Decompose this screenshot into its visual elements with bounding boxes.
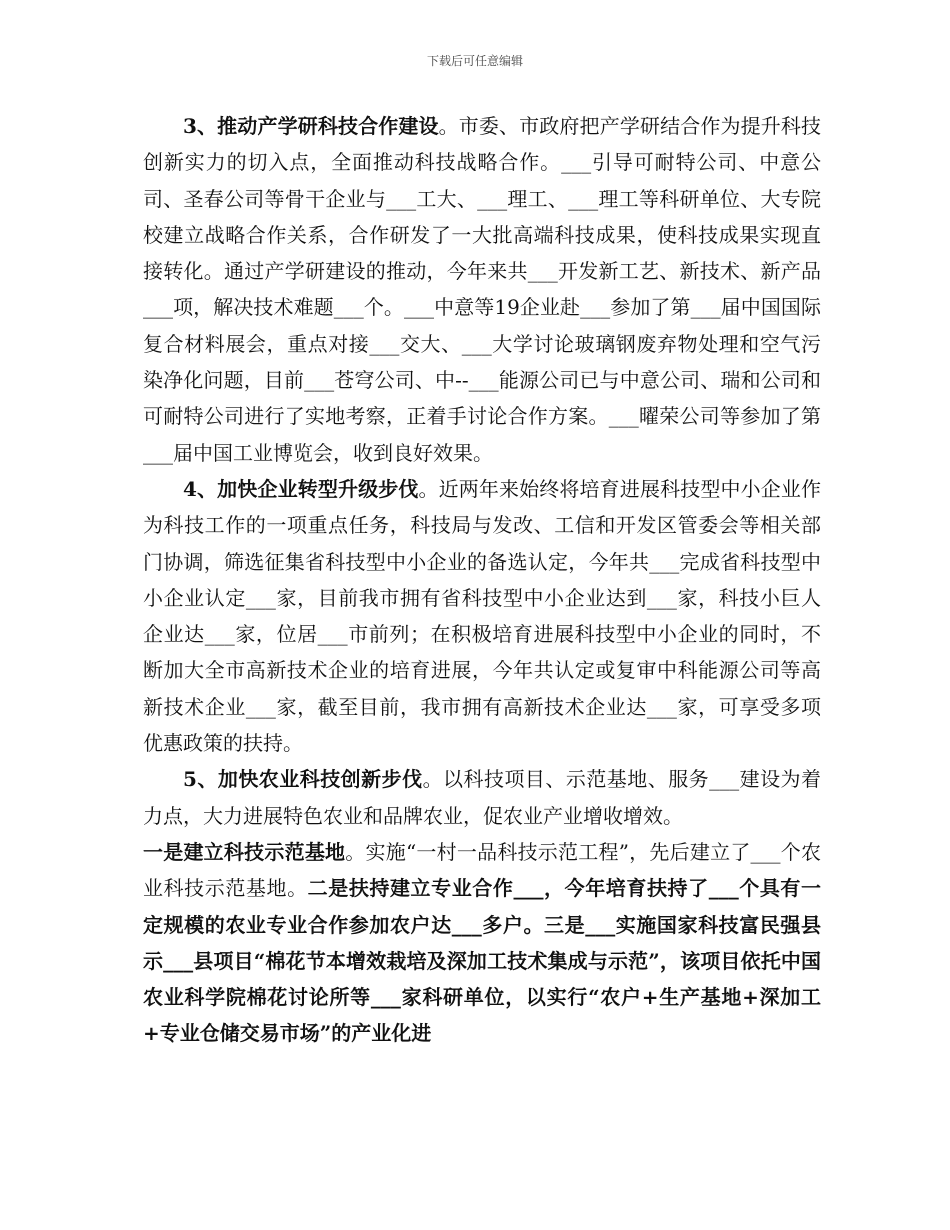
paragraph-5-continued bbox=[143, 834, 821, 1052]
paragraph-3-title: 3、推动产学研科技合作建设 bbox=[183, 114, 439, 138]
document-body bbox=[143, 108, 821, 1052]
page-header: 下载后可任意编辑 bbox=[426, 54, 523, 68]
paragraph-3-text: 。市委、市政府把产学研结合作为提升科技创新实力的切入点，全面推动科技战略合作。___引导可耐特公司、中意公司、圣春公司等骨干企业与___工大、___理工、___理工等科研单位、大专院校建立战略合作关系，合作研发了一大批高端科技成果，使科技成果实现直接转化。通过产学研建设的推动，今年来共___开发新工艺、新技术、新产品___项，解决技术难题___个。___中意等19企业赴___参加了第___届中国国际复合材料展会，重点对接___交大、___大学讨论玻璃钢废弃物处理和空气污染净化问题，目前___苍穹公司、中--___能源公司已与中意公司、瑞和公司和可耐特公司进行了实地考察，正着手讨论合作方案。___曜荣公司等参加了第___届中国工业博览会，收到良好效果。 bbox=[143, 114, 822, 465]
item-1-title: 一是建立科技示范基地 bbox=[143, 839, 346, 864]
item-2-3-text: 二是扶持建立专业合作___，今年培育扶持了___个具有一定规模的农业专业合作参加农户达___多户。三是___实施国家科技富民强县示___县项目“棉花节本增效栽培及深加工技术集成与示范”，该项目依托中国农业科学院棉花讨论所等___家科研单位，以实行“农户+生产基地+深加工+专业仓储交易市场”的产业化进 bbox=[143, 876, 822, 1046]
item-1-text: 。实施“一村一品科技示范工程”，先后建立了___个农业科技示范基地。 bbox=[143, 839, 822, 901]
paragraph-4-text: 。近两年来始终将培育进展科技型中小企业作为科技工作的一项重点任务，科技局与发改、工信和开发区管委会等相关部门协调，筛选征集省科技型中小企业的备选认定，今年共___完成省科技型中小企业认定___家，目前我市拥有省科技型中小企业达到___家，科技小巨人企业达___家，位居___市前列；在积极培育进展科技型中小企业的同时，不断加大全市高新技术企业的培育进展，今年共认定或复审中科能源公司等高新技术企业___家，截至目前，我市拥有高新技术企业达___家，可享受多项优惠政策的扶持。 bbox=[143, 476, 821, 756]
paragraph-4-title: 4、加快企业转型升级步伐 bbox=[183, 476, 419, 501]
paragraph-5-text: 。以科技项目、示范基地、服务___建设为着力点，大力进展特色农业和品牌农业，促农业产业增收增效。 bbox=[143, 767, 822, 828]
paragraph-4 bbox=[143, 471, 821, 761]
paragraph-5-title: 5、加快农业科技创新步伐 bbox=[183, 767, 423, 792]
paragraph-5 bbox=[143, 761, 821, 834]
paragraph-3 bbox=[143, 108, 821, 471]
